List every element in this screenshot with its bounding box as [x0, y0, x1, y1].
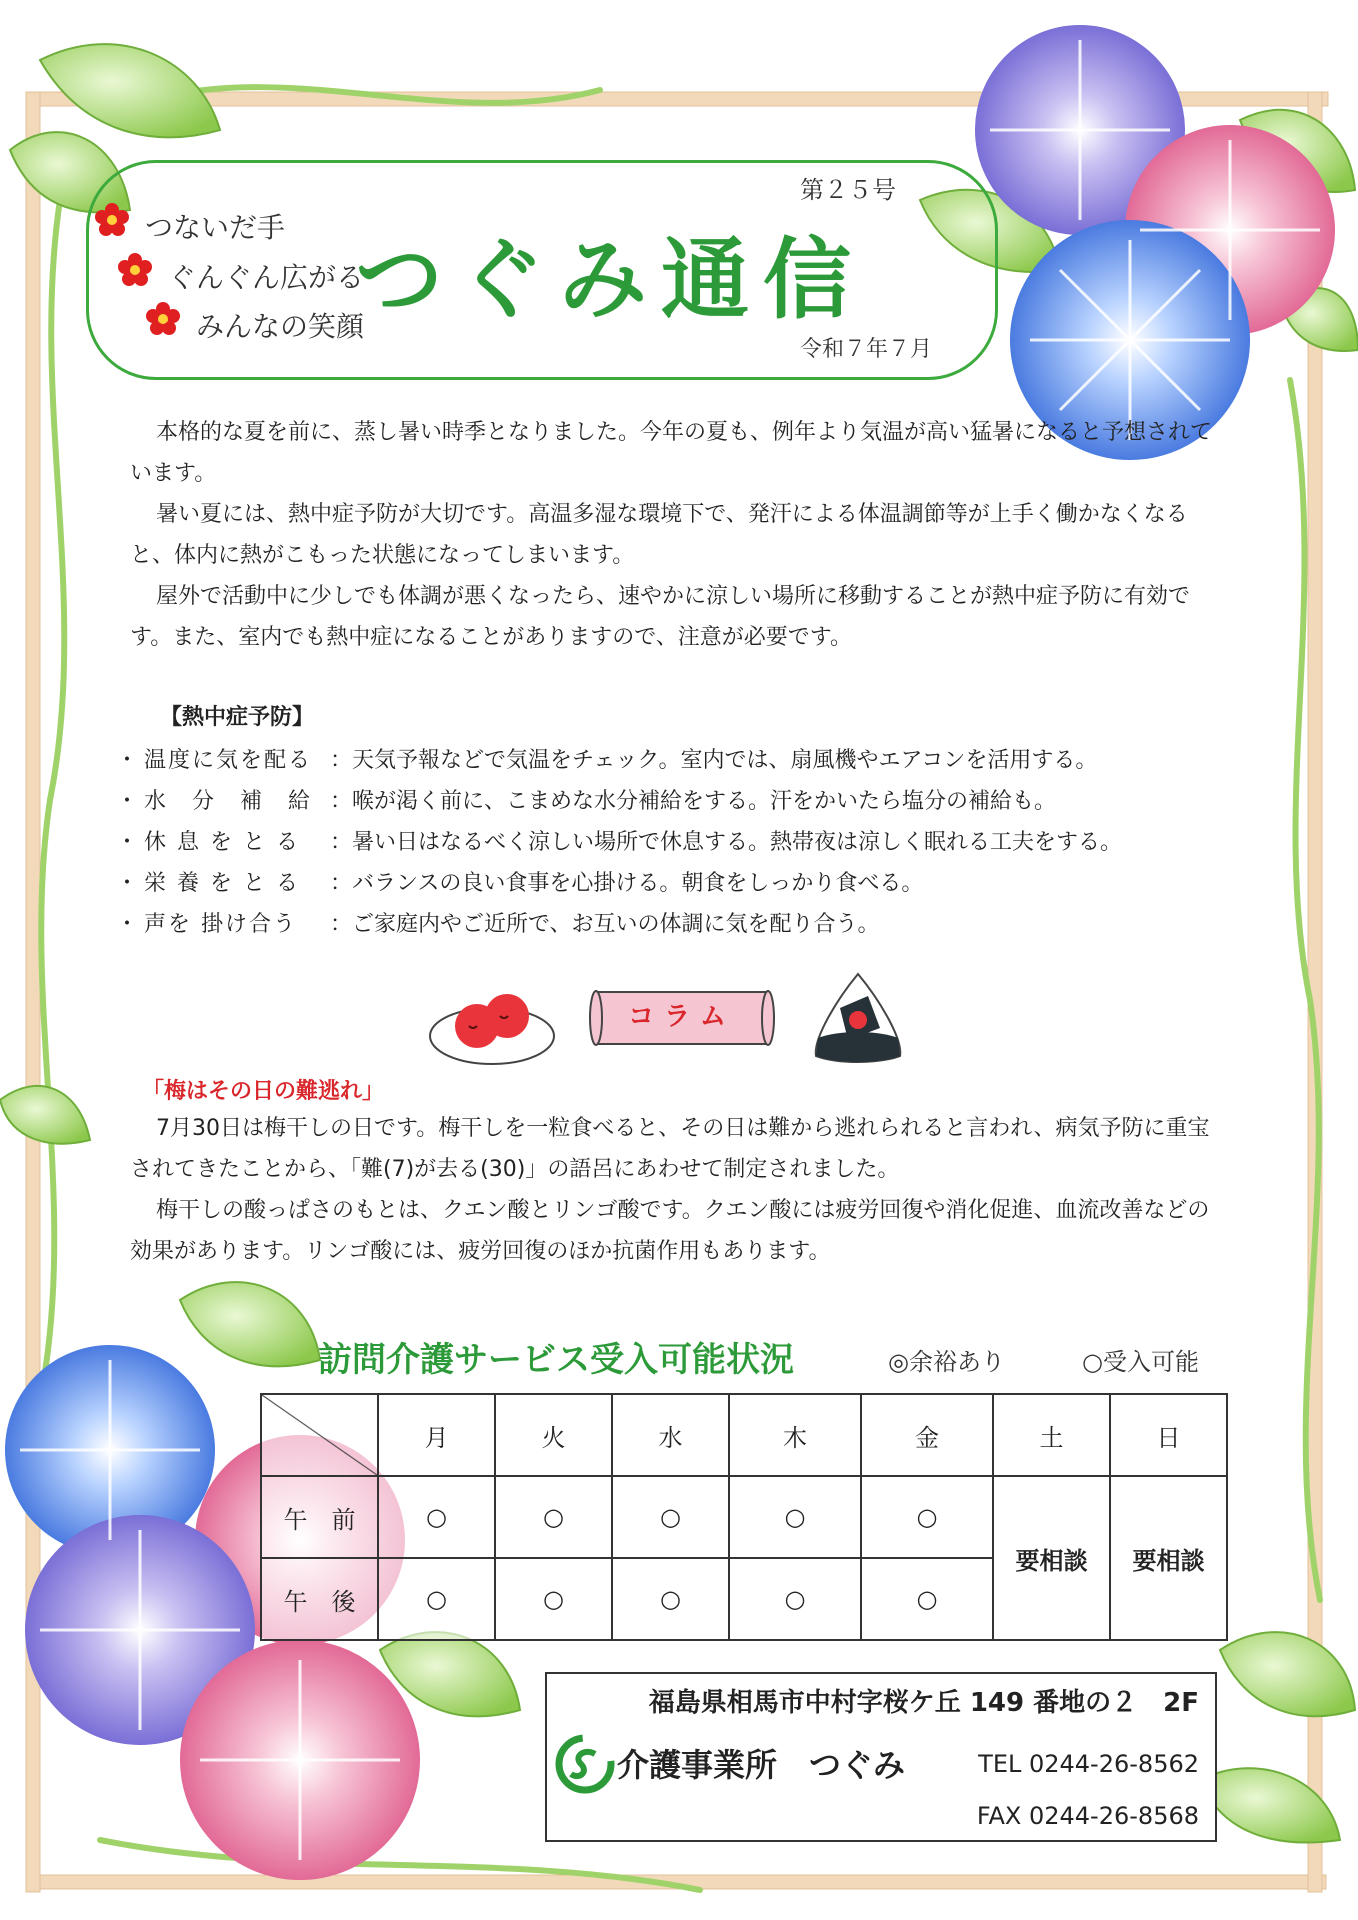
day-header: 火	[495, 1394, 612, 1476]
availability-cell: ○	[612, 1476, 729, 1558]
address: 福島県相馬市中村字桜ケ丘 149 番地の２ 2F	[648, 1688, 1199, 1718]
onigiri-icon	[808, 968, 908, 1068]
column-paragraph: 7月30日は梅干しの日です。梅干しを一粒食べると、その日は難から逃れられると言われ、病気予防に重宝されてきたことから、「難(7)が去る(30)」の語呂にあわせて制定されました。	[130, 1116, 1210, 1182]
slogan-line-2: ぐんぐん広がる	[168, 261, 365, 294]
day-header: 月	[378, 1394, 495, 1476]
weekend-cell-sunday: 要相談	[1110, 1476, 1227, 1640]
availability-cell: ○	[729, 1558, 861, 1640]
day-header: 水	[612, 1394, 729, 1476]
item-text: ：喉が渇く前に、こまめな水分補給をする。汗をかいたら塩分の補給も。	[330, 789, 1057, 814]
legend-ample: ◎余裕あり	[888, 1348, 1005, 1376]
day-header: 金	[861, 1394, 993, 1476]
red-flower-icon	[95, 203, 129, 237]
prevention-list	[110, 740, 1122, 945]
intro-paragraph: 暑い夏には、熱中症予防が大切です。高温多湿な環境下で、発汗による体温調節等が上手く働かなくなると、体内に熱がこもった状態になってしまいます。	[130, 502, 1188, 568]
item-text: ：暑い日はなるべく涼しい場所で休息する。熱帯夜は涼しく眠れる工夫をする。	[330, 830, 1123, 855]
list-item	[110, 904, 1122, 945]
row-label: 午 前	[261, 1476, 378, 1558]
availability-cell: ○	[861, 1558, 993, 1640]
item-label: 温度に気を配る	[144, 748, 313, 773]
company-logo-icon	[555, 1734, 615, 1794]
list-item	[110, 740, 1122, 781]
bullet: ・	[115, 748, 138, 773]
issue-number: 第２５号	[800, 176, 896, 204]
day-header: 土	[993, 1394, 1110, 1476]
fax-number: FAX 0244-26-8568	[976, 1802, 1199, 1830]
intro-paragraph: 屋外で活動中に少しでも体調が悪くなったら、速やかに涼しい場所に移動することが熱中症予防に有効です。また、室内でも熱中症になることがありますので、注意が必要です。	[130, 584, 1191, 650]
item-label: 声を 掛け合う	[144, 912, 297, 937]
red-flower-icon	[118, 253, 152, 287]
availability-cell: ○	[861, 1476, 993, 1558]
bullet: ・	[115, 912, 138, 937]
list-item	[110, 781, 1122, 822]
item-label: 栄 養 を と る	[144, 871, 300, 896]
table-header-row	[261, 1394, 1227, 1476]
intro-text	[130, 412, 1220, 658]
column-text	[130, 1108, 1220, 1272]
availability-table	[260, 1393, 1228, 1641]
contact-box	[545, 1672, 1217, 1842]
newsletter-title: つぐみ通信	[355, 228, 866, 331]
column-heading: 「梅はその日の難逃れ」	[142, 1079, 385, 1104]
bullet: ・	[115, 789, 138, 814]
corner-cell	[261, 1394, 378, 1476]
item-text: ：バランスの良い食事を心掛ける。朝食をしっかり食べる。	[330, 871, 924, 896]
issue-date: 令和７年７月	[800, 337, 933, 362]
availability-title: 訪問介護サービス受入可能状況	[318, 1340, 794, 1380]
umeboshi-plate-icon	[425, 968, 560, 1068]
intro-paragraph: 本格的な夏を前に、蒸し暑い時季となりました。今年の夏も、例年より気温が高い猛暑になると予想されています。	[130, 420, 1213, 486]
availability-cell: ○	[378, 1558, 495, 1640]
bullet: ・	[115, 830, 138, 855]
slogan-line-1: つないだ手	[145, 211, 286, 244]
list-item	[110, 863, 1122, 904]
day-header: 木	[729, 1394, 861, 1476]
organization-name: 介護事業所 つぐみ	[617, 1746, 906, 1784]
bullet: ・	[115, 871, 138, 896]
phone-number: TEL 0244-26-8562	[978, 1750, 1199, 1778]
item-text: ：天気予報などで気温をチェック。室内では、扇風機やエアコンを活用する。	[330, 748, 1098, 773]
day-header: 日	[1110, 1394, 1227, 1476]
availability-cell: ○	[495, 1558, 612, 1640]
weekend-cell-saturday: 要相談	[993, 1476, 1110, 1640]
item-label: 休 息 を と る	[144, 830, 300, 855]
availability-cell: ○	[378, 1476, 495, 1558]
row-label: 午 後	[261, 1558, 378, 1640]
column-label: コラム	[628, 1002, 736, 1032]
availability-cell: ○	[612, 1558, 729, 1640]
slogan-line-3: みんなの笑顔	[196, 310, 365, 343]
item-label: 水 分 補 給	[144, 789, 313, 814]
availability-cell: ○	[495, 1476, 612, 1558]
legend-available: ○受入可能	[1082, 1348, 1199, 1376]
item-text: ：ご家庭内やご近所で、お互いの体調に気を配り合う。	[330, 912, 880, 937]
table-row	[261, 1476, 1227, 1558]
availability-cell: ○	[729, 1476, 861, 1558]
prevention-heading: 【熱中症予防】	[160, 705, 315, 730]
list-item	[110, 822, 1122, 863]
column-paragraph: 梅干しの酸っぱさのもとは、クエン酸とリンゴ酸です。クエン酸には疲労回復や消化促進、血流改善などの効果があります。リンゴ酸には、疲労回復のほか抗菌作用もあります。	[130, 1198, 1210, 1264]
red-flower-icon	[146, 302, 180, 336]
